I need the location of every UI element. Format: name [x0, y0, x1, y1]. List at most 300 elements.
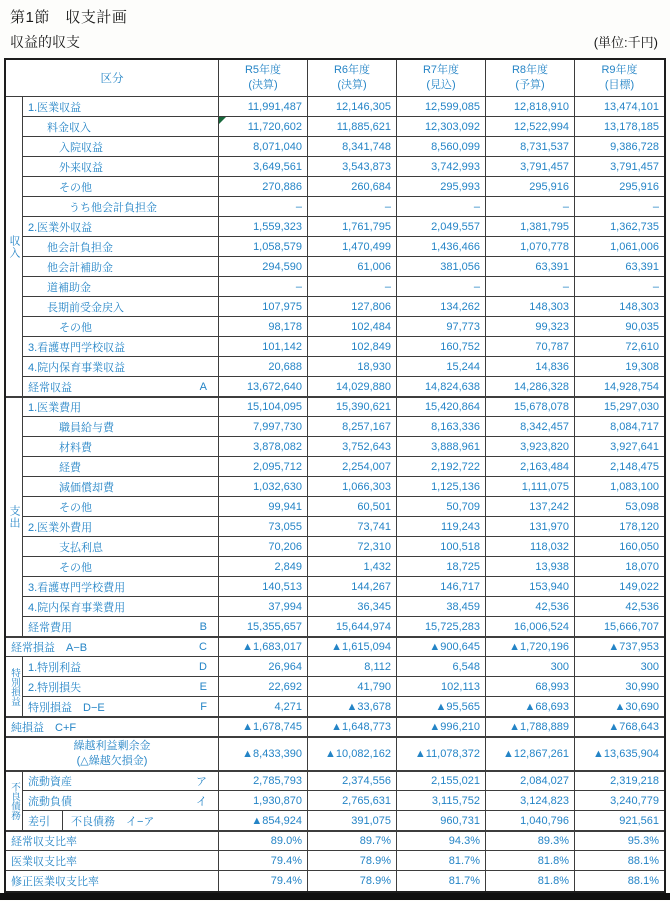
col-header-year: R5年度 [244, 64, 282, 77]
value-cell: – [486, 197, 575, 217]
row-label-text: 入院収益 [59, 141, 103, 154]
row-label [23, 297, 219, 317]
table-row [6, 717, 664, 737]
table-row [6, 557, 664, 577]
table-row [6, 297, 664, 317]
table-row [6, 357, 664, 377]
value-cell: 14,824,638 [397, 377, 486, 397]
value-cell: 1,061,006 [575, 237, 664, 257]
value-cell: 3,752,643 [308, 437, 397, 457]
value-cell: 15,390,621 [308, 397, 397, 417]
value-cell: 1,436,466 [397, 237, 486, 257]
value-cell: 1,111,075 [486, 477, 575, 497]
value-cell: 8,112 [308, 657, 397, 677]
value-cell: 295,916 [486, 177, 575, 197]
value-cell: 3,742,993 [397, 157, 486, 177]
row-label-text: 減価償却費 [59, 481, 114, 494]
value-cell: 8,560,099 [397, 137, 486, 157]
col-header-year: R8年度 [511, 64, 549, 77]
scan-edge-bar [0, 893, 670, 900]
table-row [6, 597, 664, 617]
value-cell: 2,084,027 [486, 771, 575, 791]
value-cell: 11,885,621 [308, 117, 397, 137]
row-marker: C [199, 640, 207, 653]
value-cell: 1,070,778 [486, 237, 575, 257]
row-label-text: 経常収益 [28, 381, 72, 394]
row-label [23, 257, 219, 277]
group-label-収入: 収入 [6, 97, 23, 397]
value-cell: 3,240,779 [575, 791, 664, 811]
row-label [23, 137, 219, 157]
row-label-line2: (△繰越欠損金) [76, 754, 148, 767]
value-cell: 30,990 [575, 677, 664, 697]
row-label-text: 経常費用 [28, 621, 72, 634]
value-cell: 8,084,717 [575, 417, 664, 437]
value-cell: ▲95,565 [397, 697, 486, 717]
value-cell: ▲1,615,094 [308, 637, 397, 657]
row-label [23, 337, 219, 357]
value-cell: 42,536 [486, 597, 575, 617]
value-cell: 73,741 [308, 517, 397, 537]
value-cell: – [308, 197, 397, 217]
row-label [6, 637, 219, 657]
col-header-year: R9年度 [601, 64, 638, 77]
value-cell: 13,178,185 [575, 117, 664, 137]
value-cell: 19,308 [575, 357, 664, 377]
row-label-text: 2.医業外収益 [28, 221, 93, 234]
value-cell: 8,342,457 [486, 417, 575, 437]
col-header-3 [397, 60, 486, 97]
row-marker: A [199, 380, 207, 393]
row-label [23, 377, 219, 397]
row-label-text: 材料費 [59, 441, 92, 454]
table-row [6, 677, 664, 697]
value-cell: 79.4% [219, 871, 308, 891]
value-cell: 146,717 [397, 577, 486, 597]
value-cell: 2,785,793 [219, 771, 308, 791]
row-label [23, 517, 219, 537]
table-row [6, 97, 664, 117]
value-cell: 18,930 [308, 357, 397, 377]
value-cell: 73,055 [219, 517, 308, 537]
table-row [6, 277, 664, 297]
table-row [6, 257, 664, 277]
value-cell: 294,590 [219, 257, 308, 277]
table-row [6, 697, 664, 717]
row-label-text: 3.看護専門学校費用 [28, 581, 126, 594]
row-label-text: 2.医業外費用 [28, 521, 93, 534]
value-cell: 37,994 [219, 597, 308, 617]
table-row [6, 657, 664, 677]
value-cell: 15,244 [397, 357, 486, 377]
value-cell: 60,501 [308, 497, 397, 517]
table-row [6, 237, 664, 257]
value-cell: ▲1,648,773 [308, 717, 397, 737]
row-label [23, 177, 219, 197]
value-cell: 295,916 [575, 177, 664, 197]
row-label-text: 流動資産 [28, 775, 72, 788]
value-cell: 160,050 [575, 537, 664, 557]
row-label [23, 117, 219, 137]
row-label [23, 237, 219, 257]
row-label [6, 871, 219, 891]
value-cell: 2,148,475 [575, 457, 664, 477]
value-cell: – [219, 197, 308, 217]
row-label-text: 長期前受金戻入 [47, 301, 124, 314]
row-label-text: その他 [59, 321, 92, 334]
row-label-text: その他 [59, 501, 92, 514]
value-cell: 8,071,040 [219, 137, 308, 157]
table-row [6, 831, 664, 851]
value-cell: 88.1% [575, 851, 664, 871]
value-cell: 15,666,707 [575, 617, 664, 637]
row-label-text: 医業収支比率 [11, 855, 77, 868]
row-label [23, 197, 219, 217]
col-header-year: R6年度 [333, 64, 371, 77]
col-header-kind: (見込) [426, 79, 456, 91]
value-cell: 14,286,328 [486, 377, 575, 397]
value-cell: 70,787 [486, 337, 575, 357]
table-row [6, 417, 664, 437]
row-label-text: 2.特別損失 [28, 681, 82, 694]
value-cell: 3,115,752 [397, 791, 486, 811]
row-label-text: 不良債務 イ−ア [71, 815, 155, 828]
value-cell: 1,066,303 [308, 477, 397, 497]
value-cell: 2,163,484 [486, 457, 575, 477]
value-cell: ▲1,683,017 [219, 637, 308, 657]
value-cell: 140,513 [219, 577, 308, 597]
corner-label: 区分 [6, 60, 219, 97]
row-label [23, 357, 219, 377]
table-row [6, 437, 664, 457]
value-cell: 3,923,820 [486, 437, 575, 457]
value-cell: 78.9% [308, 851, 397, 871]
value-cell: 99,941 [219, 497, 308, 517]
value-cell: 921,561 [575, 811, 664, 831]
value-cell: 3,124,823 [486, 791, 575, 811]
value-cell: 148,303 [575, 297, 664, 317]
value-cell: 18,070 [575, 557, 664, 577]
table-row [6, 137, 664, 157]
value-cell: 144,267 [308, 577, 397, 597]
table-header [6, 60, 664, 97]
row-label [23, 557, 219, 577]
table-row [6, 177, 664, 197]
table-row [6, 117, 664, 137]
col-header-kind: (決算) [337, 79, 367, 91]
row-label-text: 1.特別利益 [28, 661, 82, 674]
value-cell: ▲8,433,390 [219, 737, 308, 771]
row-label [23, 537, 219, 557]
value-cell: 2,155,021 [397, 771, 486, 791]
row-label [23, 97, 219, 117]
row-label-text: その他 [59, 181, 92, 194]
col-header-kind: (予算) [515, 79, 545, 91]
value-cell: 2,319,218 [575, 771, 664, 791]
value-cell: 26,964 [219, 657, 308, 677]
value-cell: ▲768,643 [575, 717, 664, 737]
table-row [6, 397, 664, 417]
row-label [23, 317, 219, 337]
value-cell: – [575, 277, 664, 297]
value-cell: ▲12,867,261 [486, 737, 575, 771]
group-label-特別損益: 特別損益 [6, 657, 23, 717]
value-cell: 2,374,556 [308, 771, 397, 791]
value-cell: 131,970 [486, 517, 575, 537]
cell-corner-flag-icon [219, 117, 226, 124]
value-cell: 12,522,994 [486, 117, 575, 137]
value-cell: 78.9% [308, 871, 397, 891]
value-cell: 70,206 [219, 537, 308, 557]
value-cell: 15,297,030 [575, 397, 664, 417]
table-row [6, 317, 664, 337]
row-marker: E [199, 680, 207, 693]
value-cell: 53,098 [575, 497, 664, 517]
value-cell: 12,146,305 [308, 97, 397, 117]
value-cell: 1,083,100 [575, 477, 664, 497]
value-cell: 3,927,641 [575, 437, 664, 457]
value-cell: 3,649,561 [219, 157, 308, 177]
table-row [6, 577, 664, 597]
value-cell: 81.7% [397, 851, 486, 871]
value-cell: 118,032 [486, 537, 575, 557]
value-cell: 95.3% [575, 831, 664, 851]
value-cell: 3,791,457 [575, 157, 664, 177]
row-label [23, 437, 219, 457]
table-row [6, 157, 664, 177]
value-cell: 72,610 [575, 337, 664, 357]
value-cell: 270,886 [219, 177, 308, 197]
row-label [23, 157, 219, 177]
row-sublabel: 差引 [23, 811, 63, 831]
value-cell: – [397, 197, 486, 217]
row-label [63, 811, 219, 831]
value-cell: 148,303 [486, 297, 575, 317]
table-row [6, 737, 664, 771]
value-cell: 8,731,537 [486, 137, 575, 157]
value-cell: 960,731 [397, 811, 486, 831]
row-label-text: 経常損益 A−B [11, 641, 88, 654]
row-marker: F [200, 700, 207, 713]
value-cell: 107,975 [219, 297, 308, 317]
row-label-text: うち他会計負担金 [69, 201, 157, 214]
row-label-text: 経費 [59, 461, 81, 474]
group-label-不良債務: 不良債務 [6, 771, 23, 831]
row-label-text: 支払利息 [59, 541, 103, 554]
value-cell: 8,341,748 [308, 137, 397, 157]
value-cell: 20,688 [219, 357, 308, 377]
row-label-text: 道補助金 [47, 281, 91, 294]
row-label-text: 流動負債 [28, 795, 72, 808]
value-cell: ▲68,693 [486, 697, 575, 717]
value-cell: – [308, 277, 397, 297]
value-cell: 2,849 [219, 557, 308, 577]
value-cell: 1,761,795 [308, 217, 397, 237]
row-label [23, 597, 219, 617]
value-cell: ▲854,924 [219, 811, 308, 831]
row-label [6, 737, 219, 771]
value-cell: ▲1,788,889 [486, 717, 575, 737]
value-cell: 2,254,007 [308, 457, 397, 477]
value-cell: 134,262 [397, 297, 486, 317]
value-cell: 149,022 [575, 577, 664, 597]
value-cell: 12,303,092 [397, 117, 486, 137]
col-header-kind: (目標) [604, 79, 635, 91]
row-label [23, 477, 219, 497]
row-label [23, 417, 219, 437]
value-cell: 79.4% [219, 851, 308, 871]
value-cell: 15,678,078 [486, 397, 575, 417]
value-cell: 3,791,457 [486, 157, 575, 177]
value-cell: 81.7% [397, 871, 486, 891]
value-cell: 6,548 [397, 657, 486, 677]
unit-label: (単位:千円) [593, 35, 658, 50]
value-cell: 15,355,657 [219, 617, 308, 637]
value-cell: 4,271 [219, 697, 308, 717]
group-label-支出: 支出 [6, 397, 23, 637]
table-row [6, 851, 664, 871]
col-header-5 [575, 60, 664, 97]
value-cell: 68,993 [486, 677, 575, 697]
value-cell: ▲33,678 [308, 697, 397, 717]
col-header-year: R7年度 [422, 64, 460, 77]
row-label [23, 457, 219, 477]
value-cell: 99,323 [486, 317, 575, 337]
value-cell: 15,420,864 [397, 397, 486, 417]
table-row [6, 771, 664, 791]
value-cell: 1,930,870 [219, 791, 308, 811]
value-cell: 1,040,796 [486, 811, 575, 831]
value-cell: 2,095,712 [219, 457, 308, 477]
row-label-text: 特別損益 D−E [28, 701, 105, 714]
value-cell: 8,163,336 [397, 417, 486, 437]
value-cell: 381,056 [397, 257, 486, 277]
table-row [6, 477, 664, 497]
value-cell: 42,536 [575, 597, 664, 617]
table-row [6, 217, 664, 237]
value-cell: – [397, 277, 486, 297]
value-cell: 1,362,735 [575, 217, 664, 237]
row-label [23, 677, 219, 697]
value-cell: 97,773 [397, 317, 486, 337]
value-cell: 2,192,722 [397, 457, 486, 477]
value-cell: ▲900,645 [397, 637, 486, 657]
value-cell: 102,849 [308, 337, 397, 357]
value-cell: 22,692 [219, 677, 308, 697]
value-cell: 2,049,557 [397, 217, 486, 237]
value-cell: 1,125,136 [397, 477, 486, 497]
value-cell: 81.8% [486, 851, 575, 871]
value-cell: 260,684 [308, 177, 397, 197]
value-cell: 1,559,323 [219, 217, 308, 237]
value-cell: 11,720,602 [219, 117, 308, 137]
value-cell: 13,938 [486, 557, 575, 577]
value-cell: 295,993 [397, 177, 486, 197]
value-cell: 11,991,487 [219, 97, 308, 117]
table-row [6, 537, 664, 557]
row-marker: D [199, 660, 207, 673]
value-cell: 41,790 [308, 677, 397, 697]
value-cell: 1,470,499 [308, 237, 397, 257]
row-label-text: 1.医業収益 [28, 101, 82, 114]
row-label-text: 純損益 C+F [11, 721, 77, 734]
row-label [6, 831, 219, 851]
value-cell: 13,474,101 [575, 97, 664, 117]
row-label-text: 1.医業費用 [28, 401, 82, 414]
col-header-1 [219, 60, 308, 97]
table-row [6, 637, 664, 657]
value-cell: ▲996,210 [397, 717, 486, 737]
row-label [23, 397, 219, 417]
row-label-text: 外来収益 [59, 161, 103, 174]
table-row [6, 791, 664, 811]
value-cell: 15,104,095 [219, 397, 308, 417]
value-cell: 81.8% [486, 871, 575, 891]
value-cell: 1,432 [308, 557, 397, 577]
value-cell: ▲11,078,372 [397, 737, 486, 771]
row-label-text: 3.看護専門学校収益 [28, 341, 126, 354]
value-cell: 36,345 [308, 597, 397, 617]
value-cell: 61,006 [308, 257, 397, 277]
value-cell: ▲13,635,904 [575, 737, 664, 771]
row-label-line1: 繰越利益剰余金 [73, 740, 151, 753]
value-cell: 101,142 [219, 337, 308, 357]
row-label [23, 617, 219, 637]
page-subtitle: 収益的収支 [10, 34, 80, 50]
value-cell: 178,120 [575, 517, 664, 537]
row-label [6, 717, 219, 737]
row-label [23, 217, 219, 237]
table-row [6, 871, 664, 891]
value-cell: – [219, 277, 308, 297]
row-label [23, 791, 219, 811]
table-row [6, 617, 664, 637]
value-cell: 16,006,524 [486, 617, 575, 637]
value-cell: 14,928,754 [575, 377, 664, 397]
value-cell: 102,484 [308, 317, 397, 337]
row-label [23, 577, 219, 597]
value-cell: 8,257,167 [308, 417, 397, 437]
table-row [6, 337, 664, 357]
value-cell: 18,725 [397, 557, 486, 577]
value-cell: 89.0% [219, 831, 308, 851]
value-cell: 38,459 [397, 597, 486, 617]
row-marker: イ [196, 795, 207, 808]
value-cell: 102,113 [397, 677, 486, 697]
value-cell: 3,878,082 [219, 437, 308, 457]
value-cell: 127,806 [308, 297, 397, 317]
value-cell: ▲1,720,196 [486, 637, 575, 657]
value-cell: ▲1,678,745 [219, 717, 308, 737]
value-cell: 88.1% [627, 875, 659, 887]
value-cell: 14,836 [486, 357, 575, 377]
value-cell: – [575, 197, 664, 217]
table-row [6, 811, 664, 831]
page-title: 第1節 収支計画 [10, 9, 128, 26]
value-cell: ▲30,690 [575, 697, 664, 717]
value-cell: 300 [575, 657, 664, 677]
value-cell: 89.7% [308, 831, 397, 851]
value-cell: 1,032,630 [219, 477, 308, 497]
row-label-text: 修正医業収支比率 [11, 876, 99, 888]
value-cell: 1,381,795 [486, 217, 575, 237]
value-cell: 14,029,880 [308, 377, 397, 397]
value-cell: 50,709 [397, 497, 486, 517]
value-cell: 94.3% [397, 831, 486, 851]
row-label [23, 697, 219, 717]
value-cell: 15,725,283 [397, 617, 486, 637]
table-row [6, 377, 664, 397]
